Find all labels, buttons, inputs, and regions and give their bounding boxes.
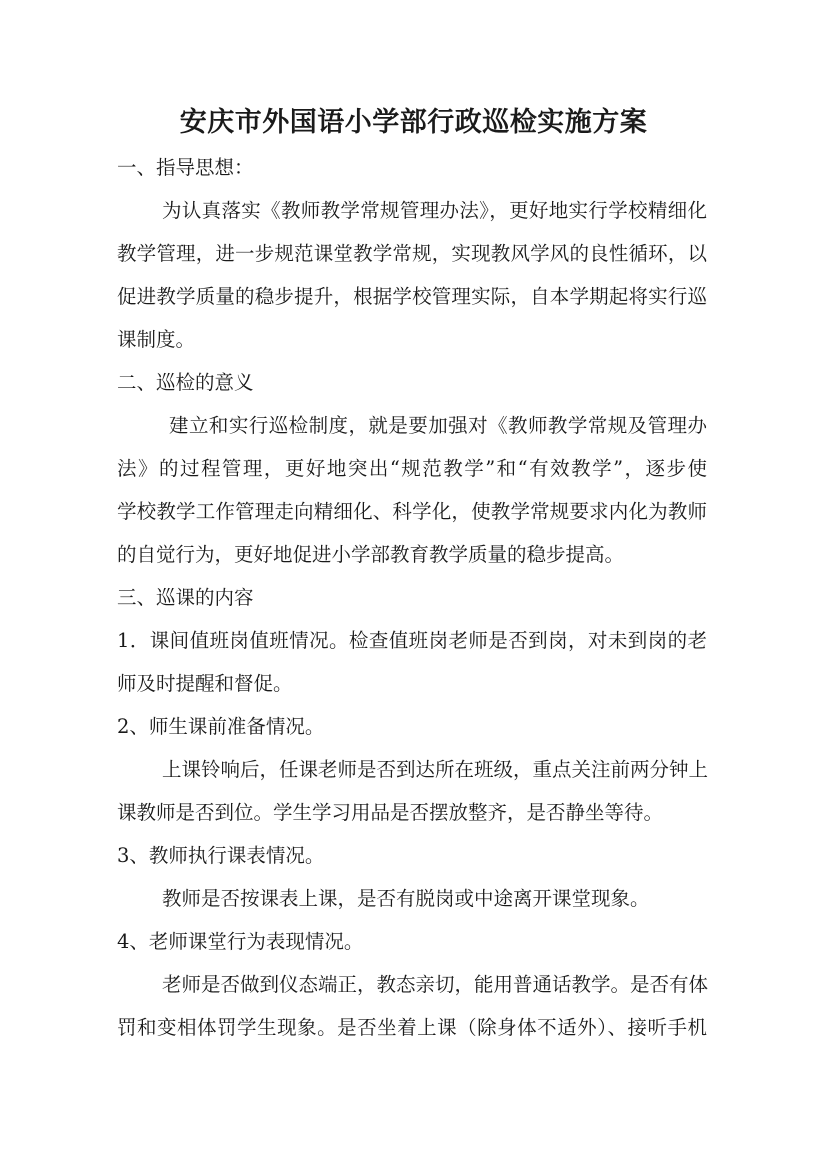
paragraph-line: 的自觉行为，更好地促进小学部教育教学质量的稳步提高。	[117, 543, 625, 566]
list-item-heading: 3、教师执行课表情况。	[117, 844, 325, 867]
document-title: 安庆市外国语小学部行政巡检实施方案	[179, 107, 648, 138]
paragraph-line: 建立和实行巡检制度，就是要加强对《教师教学常规及管理办	[169, 414, 707, 437]
paragraph-line: 教学管理，进一步规范课堂教学常规，实现教风学风的良性循环，以	[117, 242, 707, 265]
paragraph-line: 法》的过程管理，更好地突出“规范教学”和“有效教学”，逐步使	[117, 457, 707, 480]
paragraph-line: 促进教学质量的稳步提升，根据学校管理实际，自本学期起将实行巡	[117, 285, 707, 308]
paragraph-line: 上课铃响后，任课老师是否到达所在班级，重点关注前两分钟上	[162, 758, 709, 781]
list-item-heading: 2、师生课前准备情况。	[117, 715, 325, 738]
section-heading-content: 三、巡课的内容	[117, 586, 254, 609]
paragraph-line: 为认真落实《教师教学常规管理办法》，更好地实行学校精细化	[162, 199, 707, 222]
document-body	[117, 146, 707, 1049]
paragraph-line: 老师是否做到仪态端正，教态亲切，能用普通话教学。是否有体	[162, 973, 709, 996]
paragraph-line: 学校教学工作管理走向精细化、科学化，使教学常规要求内化为教师	[117, 500, 707, 523]
list-item-heading: 4、老师课堂行为表现情况。	[117, 930, 364, 953]
list-item-line: 1．课间值班岗值班情况。检查值班岗老师是否到岗，对未到岗的老	[117, 629, 707, 652]
paragraph-line: 课教师是否到位。学生学习用品是否摆放整齐，是否静坐等待。	[117, 801, 664, 824]
section-heading-guiding-ideology: 一、指导思想：	[117, 156, 254, 179]
section-heading-significance: 二、巡检的意义	[117, 371, 254, 394]
paragraph-line: 罚和变相体罚学生现象。是否坐着上课（除身体不适外）、接听手机	[117, 1016, 707, 1039]
paragraph-line: 课制度。	[117, 328, 196, 351]
paragraph-line: 教师是否按课表上课，是否有脱岗或中途离开课堂现象。	[162, 887, 650, 910]
list-item-line: 师及时提醒和督促。	[117, 672, 293, 695]
